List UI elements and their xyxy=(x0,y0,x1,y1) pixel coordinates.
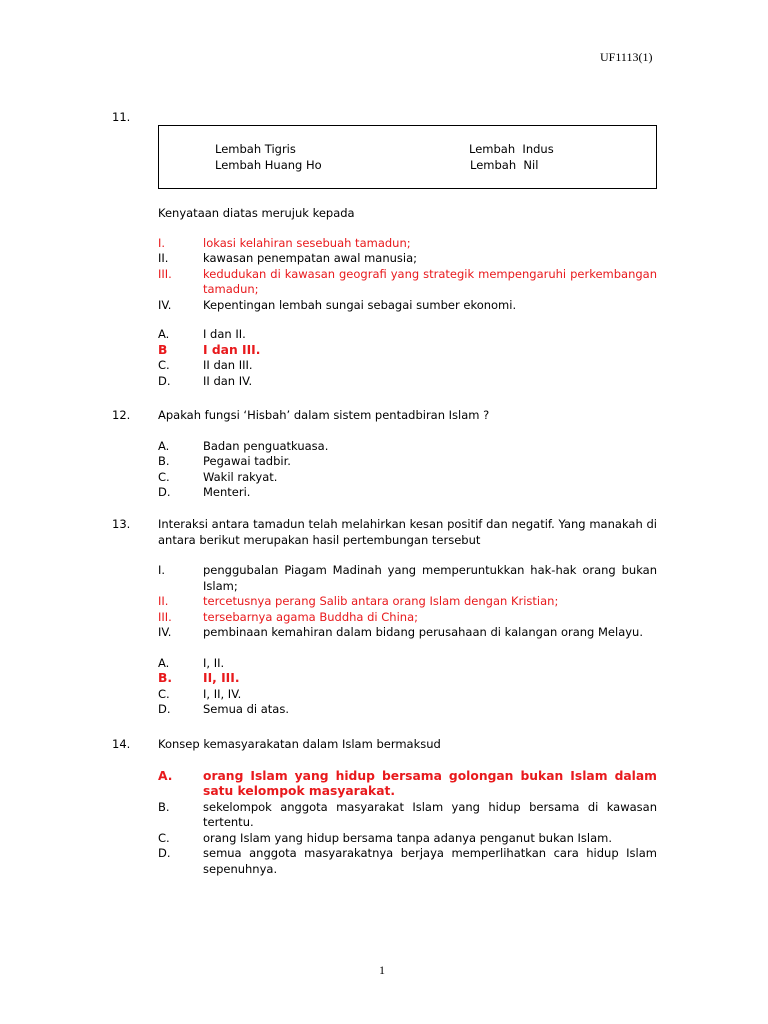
option-marker: D. xyxy=(158,846,171,860)
option-item[interactable] xyxy=(158,358,657,374)
statement-item xyxy=(158,563,657,594)
option-item[interactable] xyxy=(158,439,657,455)
statement-text: pembinaan kemahiran dalam bidang perusahaan di kalangan orang Melayu. xyxy=(203,625,643,639)
option-marker: C. xyxy=(158,469,170,484)
option-item[interactable] xyxy=(158,454,657,470)
statement-marker: III. xyxy=(158,266,172,281)
question-stem: Kenyataan diatas merujuk kepada xyxy=(158,206,355,220)
valley-huang-ho: Lembah Huang Ho xyxy=(215,158,322,172)
valley-nil: Lembah Nil xyxy=(470,158,539,172)
statement-text: kedudukan di kawasan geografi yang strategik mempengaruhi perkembangan tamadun; xyxy=(203,266,657,296)
question-stem: Interaksi antara tamadun telah melahirkan kesan positif dan negatif. Yang manakah di antara berikut merupakan hasil pertembungan tersebut xyxy=(158,517,657,547)
option-item[interactable] xyxy=(158,470,657,486)
option-marker: A. xyxy=(158,655,170,670)
option-item[interactable] xyxy=(158,702,657,718)
statement-marker: III. xyxy=(158,609,172,624)
option-item[interactable] xyxy=(158,374,657,390)
question-stem: Konsep kemasyarakatan dalam Islam bermaksud xyxy=(158,737,441,751)
option-marker: C. xyxy=(158,830,170,845)
valley-tigris: Lembah Tigris xyxy=(215,142,296,156)
option-item[interactable] xyxy=(158,687,657,703)
option-text: Wakil rakyat. xyxy=(203,469,278,484)
question-number: 11. xyxy=(112,110,131,124)
statement-item xyxy=(158,236,657,252)
statement-text: tersebarnya agama Buddha di China; xyxy=(203,609,418,624)
statement-text: kawasan penempatan awal manusia; xyxy=(203,251,418,265)
option-item[interactable] xyxy=(158,800,657,831)
statement-item xyxy=(158,251,657,267)
option-marker: B. xyxy=(158,454,170,468)
option-text: I, II, IV. xyxy=(203,686,242,701)
option-marker: B xyxy=(158,342,168,357)
option-text: II, III. xyxy=(203,671,240,685)
question-number: 12. xyxy=(112,408,131,422)
option-text: Semua di atas. xyxy=(203,702,289,716)
statement-marker: I. xyxy=(158,235,166,250)
statement-list xyxy=(158,563,657,641)
option-marker: D. xyxy=(158,702,171,716)
question-number: 14. xyxy=(112,737,131,751)
statement-marker: IV. xyxy=(158,625,172,639)
statement-marker: IV. xyxy=(158,297,172,312)
question-stem: Apakah fungsi ‘Hisbah’ dalam sistem pentadbiran Islam ? xyxy=(158,408,490,422)
statement-text: tercetusnya perang Salib antara orang Islam dengan Kristian; xyxy=(203,594,559,608)
option-item[interactable] xyxy=(158,485,657,501)
option-item-answer[interactable] xyxy=(158,769,657,800)
option-text: I dan III. xyxy=(203,342,261,357)
option-text: Menteri. xyxy=(203,485,251,499)
question-12 xyxy=(112,408,657,501)
option-marker: A. xyxy=(158,327,170,341)
statement-item xyxy=(158,610,657,626)
option-marker: C. xyxy=(158,686,170,701)
option-text: Badan penguatkuasa. xyxy=(203,438,329,453)
option-marker: B. xyxy=(158,671,173,685)
option-list xyxy=(158,656,657,718)
option-marker: A. xyxy=(158,768,173,783)
statement-item xyxy=(158,267,657,298)
option-marker: D. xyxy=(158,373,171,388)
option-list xyxy=(158,439,657,501)
option-marker: D. xyxy=(158,485,171,499)
option-text: II dan III. xyxy=(203,358,253,372)
option-list xyxy=(158,327,657,389)
option-item[interactable] xyxy=(158,831,657,847)
option-list xyxy=(158,769,657,878)
valley-box xyxy=(158,125,657,189)
question-11 xyxy=(112,110,657,389)
option-marker: A. xyxy=(158,438,170,453)
statement-marker: II. xyxy=(158,251,169,265)
question-14 xyxy=(112,737,657,877)
statement-list xyxy=(158,236,657,314)
statement-marker: I. xyxy=(158,563,166,577)
question-number: 13. xyxy=(112,517,131,531)
option-item-answer[interactable] xyxy=(158,671,657,687)
statement-marker: II. xyxy=(158,594,169,608)
option-text: I dan II. xyxy=(203,327,246,341)
statement-text: penggubalan Piagam Madinah yang memperuntukkan hak-hak orang bukan Islam; xyxy=(203,563,657,593)
option-marker: B. xyxy=(158,799,170,814)
option-item[interactable] xyxy=(158,846,657,877)
page-number: 1 xyxy=(379,963,385,977)
statement-item xyxy=(158,625,657,641)
option-text: II dan IV. xyxy=(203,373,253,388)
statement-text: Kepentingan lembah sungai sebagai sumber ekonomi. xyxy=(203,297,517,312)
option-marker: C. xyxy=(158,358,170,372)
option-item[interactable] xyxy=(158,327,657,343)
option-text: I, II. xyxy=(203,655,225,670)
option-text: Pegawai tadbir. xyxy=(203,454,291,468)
option-item[interactable] xyxy=(158,656,657,672)
statement-text: lokasi kelahiran sesebuah tamadun; xyxy=(203,235,411,250)
option-text: orang Islam yang hidup bersama golongan bukan Islam dalam satu kelompok masyarakat. xyxy=(203,768,657,798)
valley-indus: Lembah Indus xyxy=(469,142,554,156)
option-text: sekelompok anggota masyarakat Islam yang hidup bersama di kawasan tertentu. xyxy=(203,799,657,829)
statement-item xyxy=(158,298,657,314)
option-text: semua anggota masyarakatnya berjaya memperlihatkan cara hidup Islam sepenuhnya. xyxy=(203,846,657,876)
question-13 xyxy=(112,517,657,718)
statement-item xyxy=(158,594,657,610)
document-code: UF1113(1) xyxy=(600,50,653,64)
option-text: orang Islam yang hidup bersama tanpa adanya penganut bukan Islam. xyxy=(203,830,613,845)
option-item-answer[interactable] xyxy=(158,343,657,359)
